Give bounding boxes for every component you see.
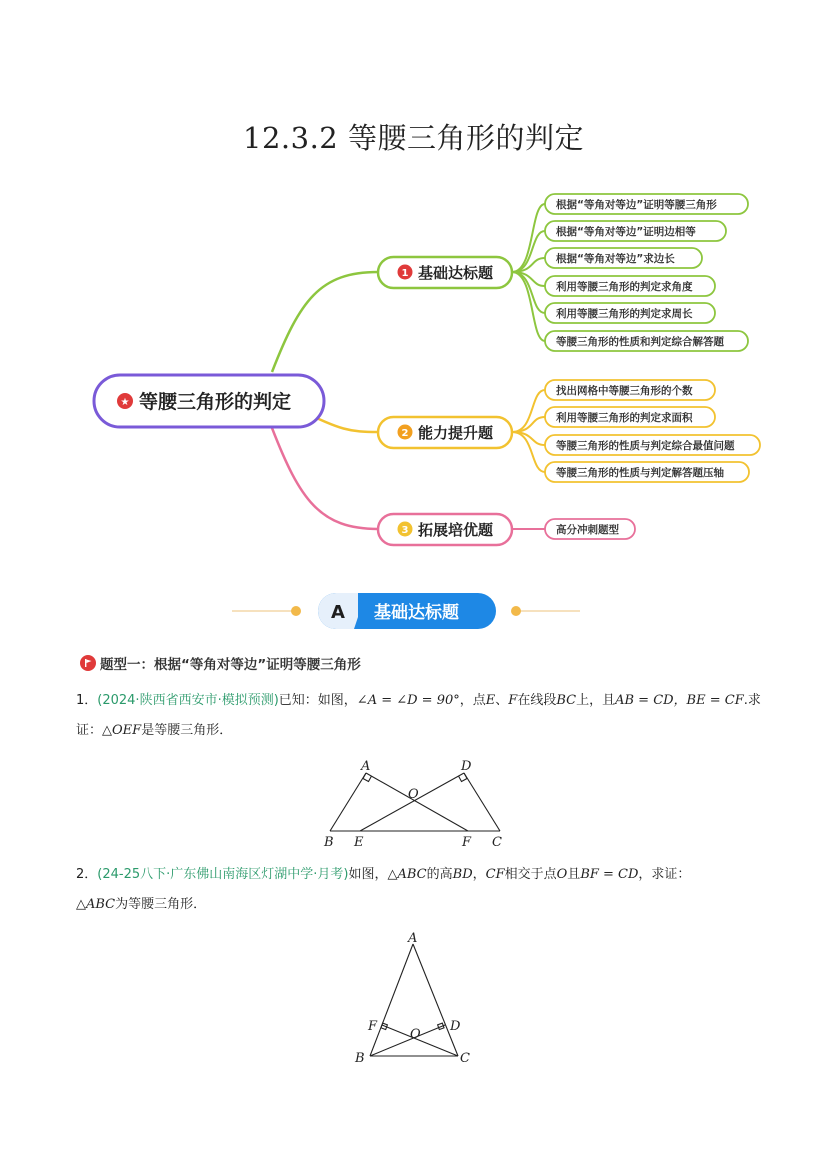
svg-text:3: 3 (401, 525, 409, 536)
branch-node-1 (378, 257, 512, 288)
leaf-2-2: 利用等腰三角形的判定求面积 (556, 412, 693, 424)
svg-text:O: O (410, 1027, 421, 1042)
svg-text:B: B (324, 835, 334, 850)
svg-text:拓展培优题: 拓展培优题 (418, 521, 494, 539)
branch-node-2 (378, 417, 512, 448)
question-1-source: (2024·陕西省西安市·模拟预测) (97, 693, 279, 708)
leaf-1-5: 利用等腰三角形的判定求周长 (556, 308, 693, 320)
svg-text:C: C (492, 835, 502, 850)
svg-text:C: C (460, 1051, 470, 1066)
leaf-1-1: 根据“等角对等边”证明等腰三角形 (556, 199, 717, 211)
question-2: 2．(24-25八下·广东佛山南海区灯湖中学·月考)如图，△ABC的高BD，CF相交于点O且BF = CD，求证： △ABC为等腰三角形． (76, 867, 691, 912)
svg-text:O: O (408, 787, 419, 802)
svg-text:F: F (368, 1019, 378, 1034)
question-1: 1．(2024·陕西省西安市·模拟预测)已知：如图，∠A = ∠D = 90°，点E、F在线段BC上，且AB = CD，BE = CF.求 证：△OEF是等腰三角形． (76, 693, 761, 738)
svg-text:能力提升题: 能力提升题 (418, 424, 494, 442)
leaf-1-2: 根据“等角对等边”证明边相等 (556, 226, 696, 238)
connector-branch-3 (272, 428, 378, 529)
figure-1 (318, 755, 508, 850)
svg-text:B: B (355, 1051, 365, 1066)
section-banner (0, 585, 827, 635)
connector-branch-1 (272, 272, 378, 372)
svg-text:2: 2 (401, 428, 409, 439)
leaf-2-1: 找出网格中等腰三角形的个数 (556, 385, 693, 397)
section-letter: A (331, 602, 345, 623)
svg-text:F: F (462, 835, 472, 850)
root-node (94, 375, 324, 427)
leaf-1-3: 根据“等角对等边”求边长 (556, 253, 675, 265)
question-type-heading (80, 653, 361, 673)
figure-2 (350, 928, 480, 1070)
leaf-1-6: 等腰三角形的性质和判定综合解答题 (556, 336, 724, 348)
flag-icon (80, 655, 96, 671)
root-label: 等腰三角形的判定 (139, 391, 292, 413)
leaf-3-1: 高分冲刺题型 (556, 524, 619, 536)
type-label: 题型一：根据“等角对等边”证明等腰三角形 (100, 657, 361, 673)
svg-text:基础达标题: 基础达标题 (418, 264, 494, 282)
svg-text:E: E (354, 835, 364, 850)
page-title: 12.3.2 等腰三角形的判定 (243, 121, 584, 155)
branch-node-3 (378, 514, 512, 545)
leaf-2-4: 等腰三角形的性质与判定解答题压轴 (556, 467, 724, 479)
section-label: 基础达标题 (374, 603, 459, 623)
question-2-source: (24-25八下·广东佛山南海区灯湖中学·月考) (97, 867, 349, 882)
svg-text:★: ★ (120, 397, 130, 408)
mind-map (0, 0, 827, 560)
svg-text:1: 1 (401, 268, 409, 279)
svg-text:A: A (408, 931, 418, 946)
svg-text:D: D (450, 1019, 461, 1034)
leaf-2-3: 等腰三角形的性质与判定综合最值问题 (556, 440, 735, 452)
leaf-1-4: 利用等腰三角形的判定求角度 (556, 281, 693, 293)
svg-text:A: A (361, 759, 371, 774)
svg-text:D: D (461, 759, 472, 774)
